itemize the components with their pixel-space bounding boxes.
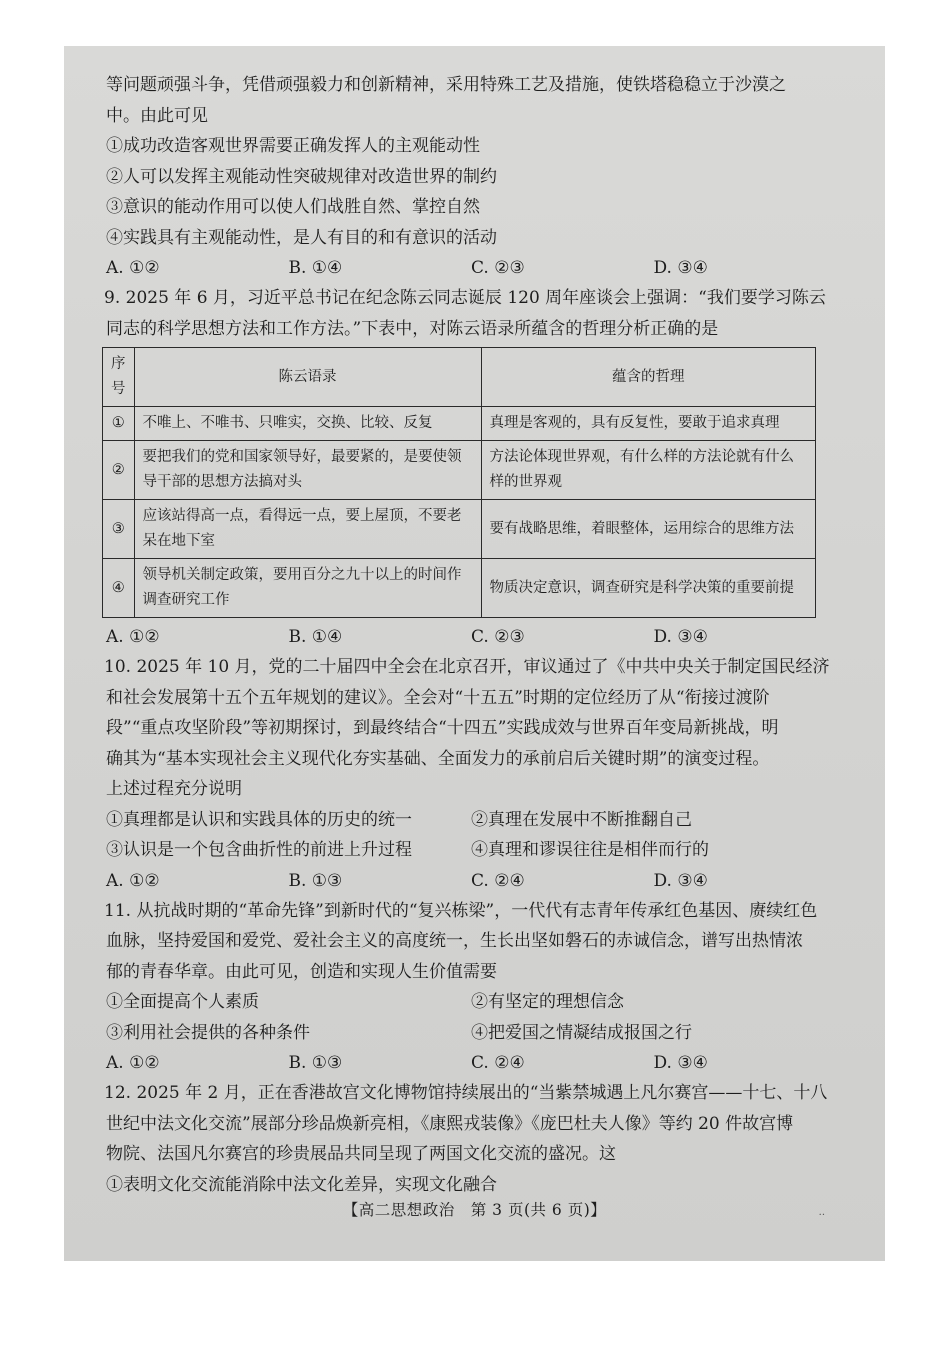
row-quote: 不唯上、不唯书、只唯实，交换、比较、反复 (134, 407, 481, 441)
column-header-quote: 陈云语录 (134, 348, 481, 407)
question-9 (106, 283, 836, 652)
scan-mark: ·· (818, 1210, 825, 1221)
row-philosophy: 方法论体现世界观，有什么样的方法论就有什么样的世界观 (481, 441, 816, 500)
question-stem-line: 世纪中法文化交流”展部分珍品焕新亮相，《康熙戎装像》《庞巴杜夫人像》等约 20 件故宫博 (106, 1113, 794, 1134)
statement: ①真理都是认识和实践具体的历史的统一 (106, 809, 412, 830)
option-d: D. ③④ (653, 258, 708, 278)
row-quote: 应该站得高一点，看得远一点，要上屋顶，不要老呆在地下室 (134, 500, 481, 559)
philosophy-table (102, 347, 816, 618)
question-8 (106, 70, 836, 283)
page-footer: 【高二思想政治 第 3 页(共 6 页)】 (342, 1201, 607, 1219)
row-number: ② (103, 441, 135, 500)
statement: ①全面提高个人素质 (106, 992, 259, 1012)
column-header-philosophy: 蕴含的哲理 (481, 348, 816, 407)
row-number: ④ (103, 559, 135, 618)
question-11 (106, 896, 836, 1079)
statement-row (106, 835, 836, 866)
table-row (103, 500, 816, 559)
table-row (103, 559, 816, 618)
question-stem-line: 11. 从抗战时期的“革命先锋”到新时代的“复兴栋梁”，一代代有志青年传承红色基因、赓续红色 (104, 900, 818, 921)
question-10 (106, 652, 836, 896)
option-a: A. ①② (106, 258, 160, 278)
row-number: ③ (103, 500, 135, 559)
option-b: B. ①④ (288, 258, 343, 278)
question-stem-line: 同志的科学思想方法和工作方法。”下表中，对陈云语录所蕴含的哲理分析正确的是 (106, 318, 719, 339)
question-stem-line: 10. 2025 年 10 月，党的二十届四中全会在北京召开，审议通过了《中共中央关于制定国民经济 (104, 657, 830, 677)
question-stem-line: 郁的青春华章。由此可见，创造和实现人生价值需要 (106, 961, 497, 982)
option-a: A. ①② (106, 870, 160, 891)
question-stem-line: 段”“重点攻坚阶段”等初期探讨，到最终结合“十四五”实践成效与世界百年变局新挑战，明 (106, 718, 779, 738)
question-stem-line: 物院、法国凡尔赛宫的珍贵展品共同呈现了两国文化交流的盛况。这 (106, 1144, 616, 1164)
row-quote: 领导机关制定政策，要用百分之九十以上的时间作调查研究工作 (134, 559, 481, 618)
option-b: B. ①③ (288, 870, 343, 891)
statement-row (106, 805, 836, 836)
option-d: D. ③④ (653, 870, 708, 891)
option-d: D. ③④ (653, 627, 708, 647)
statement: ④实践具有主观能动性，是人有目的和有意识的活动 (106, 227, 497, 248)
exam-page (64, 46, 885, 1261)
statement: ②人可以发挥主观能动性突破规律对改造世界的制约 (106, 166, 497, 187)
question-stem-line: 9. 2025 年 6 月，习近平总书记在纪念陈云同志诞辰 120 周年座谈会上强调：“我们要学习陈云 (104, 288, 826, 308)
option-d: D. ③④ (653, 1053, 708, 1073)
question-stem-line: 等问题顽强斗争，凭借顽强毅力和创新精神，采用特殊工艺及措施，使铁塔稳稳立于沙漠之 (106, 75, 786, 95)
row-philosophy: 真理是客观的，具有反复性，要敢于追求真理 (481, 407, 816, 441)
table-row (103, 407, 816, 441)
statement: ①表明文化交流能消除中法文化差异，实现文化融合 (106, 1174, 497, 1195)
table-header-row (103, 348, 816, 407)
question-stem-line: 血脉，坚持爱国和爱党、爱社会主义的高度统一，生长出坚如磐石的赤诚信念，谱写出热情浓 (106, 931, 803, 951)
statement: ②真理在发展中不断推翻自己 (471, 809, 692, 830)
statement: ④把爱国之情凝结成报国之行 (471, 1022, 692, 1043)
option-b: B. ①③ (288, 1053, 343, 1073)
question-stem-line: 和社会发展第十五个五年规划的建议》。全会对“十五五”时期的定位经历了从“衔接过渡阶 (106, 687, 770, 708)
statement-row (106, 987, 836, 1018)
question-stem-line: 12. 2025 年 2 月，正在香港故宫文化博物馆持续展出的“当紫禁城遇上凡尔赛宫——十七、十八 (104, 1083, 828, 1103)
statement: ③意识的能动作用可以使人们战胜自然、掌控自然 (106, 197, 480, 217)
column-header-number: 序号 (103, 348, 135, 407)
option-c: C. ②③ (471, 627, 525, 647)
statement: ④真理和谬误往往是相伴而行的 (471, 840, 709, 860)
option-a: A. ①② (106, 627, 160, 647)
row-number: ① (103, 407, 135, 441)
question-stem-line: 中。由此可见 (106, 105, 208, 126)
statement: ②有坚定的理想信念 (471, 992, 624, 1012)
statement: ①成功改造客观世界需要正确发挥人的主观能动性 (106, 136, 480, 156)
table-row (103, 441, 816, 500)
option-c: C. ②④ (471, 870, 525, 891)
row-philosophy: 物质决定意识，调查研究是科学决策的重要前提 (481, 559, 816, 618)
option-b: B. ①④ (288, 627, 343, 647)
statement: ③利用社会提供的各种条件 (106, 1022, 310, 1043)
option-c: C. ②③ (471, 258, 525, 278)
row-philosophy: 要有战略思维，着眼整体，运用综合的思维方法 (481, 500, 816, 559)
answer-options (106, 866, 836, 896)
question-stem-line: 确其为“基本实现社会主义现代化夯实基础、全面发力的承前启后关键时期”的演变过程。 (106, 748, 770, 769)
option-a: A. ①② (106, 1053, 160, 1073)
statement: ③认识是一个包含曲折性的前进上升过程 (106, 840, 412, 860)
answer-options (106, 622, 836, 652)
option-c: C. ②④ (471, 1053, 525, 1073)
page-content (106, 70, 836, 1200)
question-stem-line: 上述过程充分说明 (106, 779, 242, 799)
row-quote: 要把我们的党和国家领导好，最要紧的，是要使领导干部的思想方法搞对头 (134, 441, 481, 500)
question-12 (106, 1078, 836, 1200)
answer-options (106, 253, 836, 283)
answer-options (106, 1048, 836, 1078)
statement-row (106, 1018, 836, 1049)
